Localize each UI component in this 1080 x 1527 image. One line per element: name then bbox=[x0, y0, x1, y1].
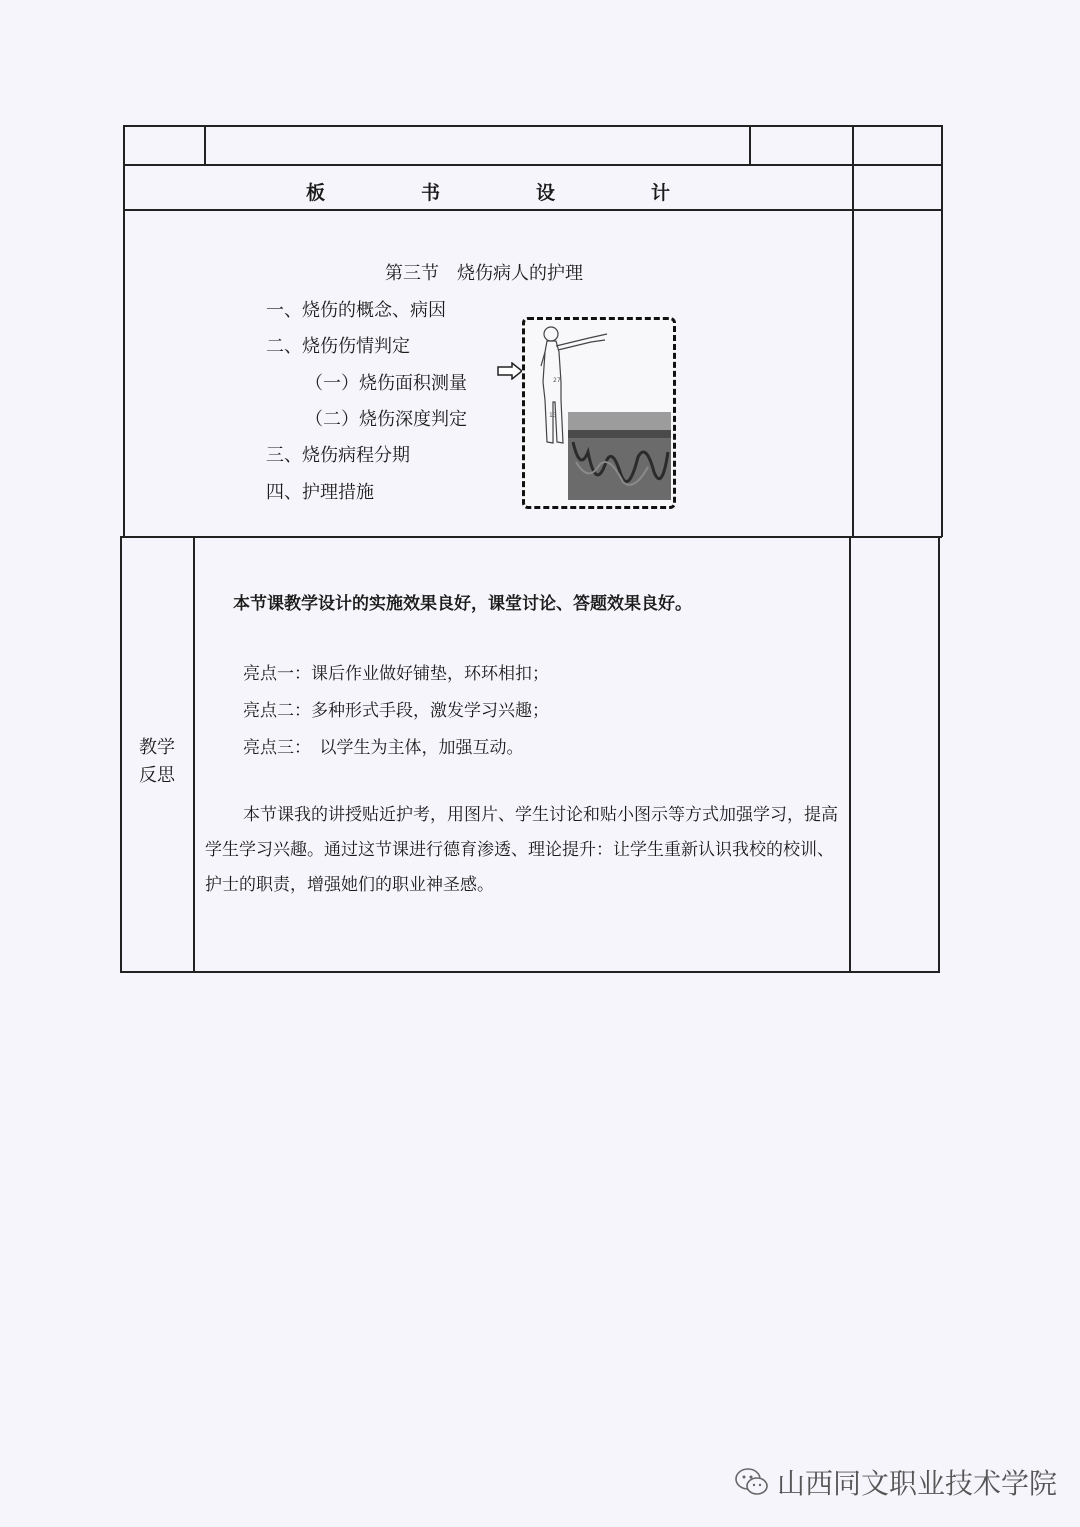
arrow-right-icon bbox=[497, 362, 523, 380]
table-right-border bbox=[938, 536, 940, 973]
board-design-header-char: 板 bbox=[306, 182, 326, 204]
table-top-border bbox=[124, 125, 943, 127]
svg-text:27: 27 bbox=[553, 377, 561, 384]
table-left-border bbox=[120, 536, 122, 973]
watermark bbox=[735, 1462, 1057, 1502]
svg-text:13: 13 bbox=[549, 412, 557, 419]
burn-illustration-figure bbox=[522, 317, 676, 509]
reflection-highlight: 亮点三： 以学生为主体，加强互动。 bbox=[243, 738, 524, 758]
wechat-icon bbox=[735, 1467, 769, 1497]
board-outline-item: 一、烧伤的概念、病因 bbox=[266, 300, 446, 321]
board-outline-item: 三、烧伤病程分期 bbox=[266, 445, 410, 466]
column-divider bbox=[193, 536, 195, 973]
column-divider bbox=[204, 125, 206, 165]
reflection-highlight: 亮点一：课后作业做好铺垫，环环相扣； bbox=[243, 664, 549, 684]
column-divider bbox=[749, 125, 751, 165]
board-outline-item: 四、护理措施 bbox=[266, 482, 374, 503]
board-outline-subitem: （二）烧伤深度判定 bbox=[305, 409, 467, 430]
table-bottom-border bbox=[120, 971, 940, 973]
table-left-border bbox=[123, 125, 125, 537]
skin-layer-photo bbox=[568, 412, 671, 500]
board-outline-item: 二、烧伤伤情判定 bbox=[266, 336, 410, 357]
reflection-paragraph: 本节课我的讲授贴近护考，用图片、学生讨论和贴小图示等方式加强学习，提高学生学习兴趣。通过这节课进行德育渗透、理论提升：让学生重新认识我校的校训、护士的职责，增强她们的职业神圣感。 bbox=[205, 805, 838, 895]
board-design-header-char: 设 bbox=[536, 182, 556, 204]
reflection-label: 教学 bbox=[139, 737, 175, 758]
reflection-label: 反思 bbox=[139, 765, 175, 786]
row-divider bbox=[124, 164, 943, 166]
watermark-text: 山西同文职业技术学院 bbox=[777, 1467, 1058, 1500]
board-design-header-char: 计 bbox=[651, 182, 671, 204]
board-title: 第三节 烧伤病人的护理 bbox=[385, 263, 583, 284]
column-divider bbox=[849, 536, 851, 973]
column-divider bbox=[852, 125, 854, 537]
table-right-border bbox=[941, 125, 943, 537]
reflection-highlight: 亮点二：多种形式手段，激发学习兴趣； bbox=[243, 701, 549, 721]
row-divider bbox=[124, 209, 943, 211]
reflection-summary: 本节课教学设计的实施效果良好，课堂讨论、答题效果良好。 bbox=[233, 594, 692, 614]
board-design-header-char: 书 bbox=[421, 182, 441, 204]
board-outline-subitem: （一）烧伤面积测量 bbox=[305, 373, 467, 394]
row-divider bbox=[122, 536, 942, 538]
